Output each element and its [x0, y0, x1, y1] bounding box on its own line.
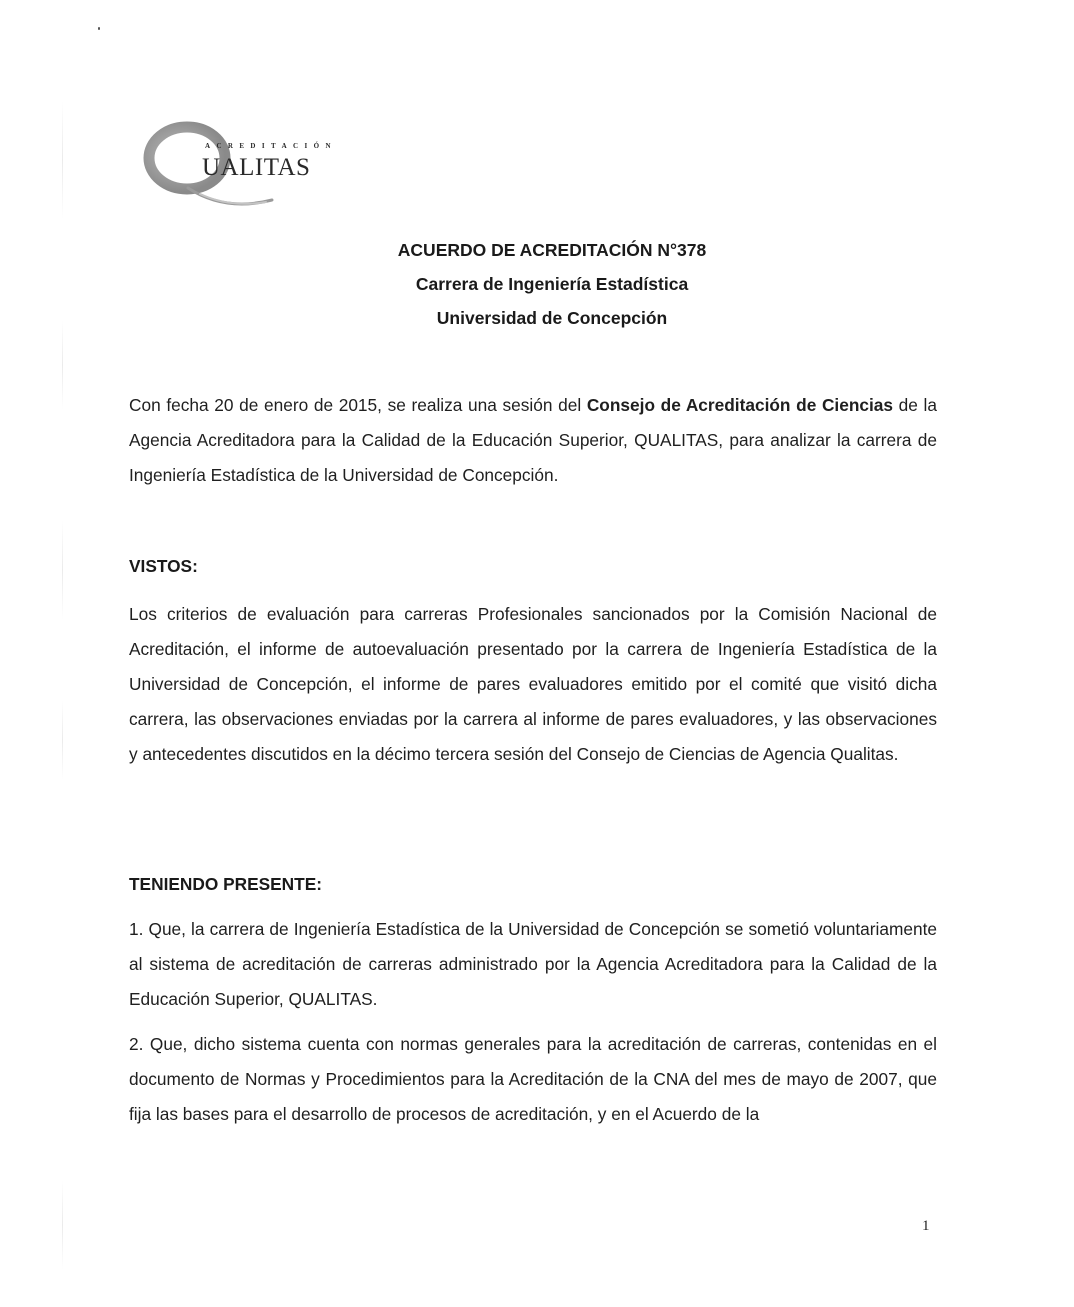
title-university: Universidad de Concepción	[436, 308, 668, 328]
intro-council-name: Consejo de Acreditación de Ciencias	[586, 395, 894, 415]
intro-text-start: Con fecha 20 de enero de 2015, se realiza una sesión del	[129, 395, 587, 415]
logo-wordmark: UALITAS	[202, 154, 311, 181]
intro-text-end: de la Agencia Acreditadora para la Calidad de la Educación Superior, QUALITAS, para analizar la carrera de Ingeniería Estadística de la Universidad de Concepción.	[129, 395, 937, 485]
intro-paragraph	[129, 388, 937, 493]
teniendo-item-1: 1. Que, la carrera de Ingeniería Estadística de la Universidad de Concepción se sometió voluntariamente al sistema de acreditación de carreras administrado por la Agencia Acreditadora para la Calidad de la Educación Superior, QUALITAS.	[129, 919, 937, 1009]
document-title	[0, 233, 1074, 335]
scan-artifact	[62, 700, 63, 780]
scan-artifact	[62, 520, 63, 620]
vistos-paragraph: Los criterios de evaluación para carreras Profesionales sancionados por la Comisión Nacional de Acreditación, el informe de autoevaluación presentado por la carrera de Ingeniería Estadística de la Universidad de Concepción, el informe de pares evaluadores emitido por el comité que visitó dicha carrera, las observaciones enviadas por la carrera al informe de pares evaluadores, y las observaciones y antecedentes discutidos en la décimo tercera sesión del Consejo de Ciencias de Agencia Qualitas.	[129, 604, 937, 764]
vistos-heading: VISTOS:	[129, 556, 198, 576]
scan-artifact	[62, 1180, 63, 1270]
teniendo-item-2: 2. Que, dicho sistema cuenta con normas generales para la acreditación de carreras, contenidas en el documento de Normas y Procedimientos para la Acreditación de la CNA del mes de mayo de 2007, que fija las bases para el desarrollo de procesos de acreditación, y en el Acuerdo de la	[129, 1034, 937, 1124]
logo-subtitle: ACREDITACIÓN	[205, 142, 337, 150]
title-program: Carrera de Ingeniería Estadística	[415, 274, 689, 294]
teniendo-presente-heading: TENIENDO PRESENTE:	[129, 874, 322, 894]
title-agreement-number: ACUERDO DE ACREDITACIÓN N°378	[397, 240, 707, 260]
page-number: 1	[922, 1218, 930, 1234]
scan-artifact	[62, 100, 63, 220]
qualitas-logo	[140, 120, 340, 215]
scan-artifact	[98, 27, 100, 30]
